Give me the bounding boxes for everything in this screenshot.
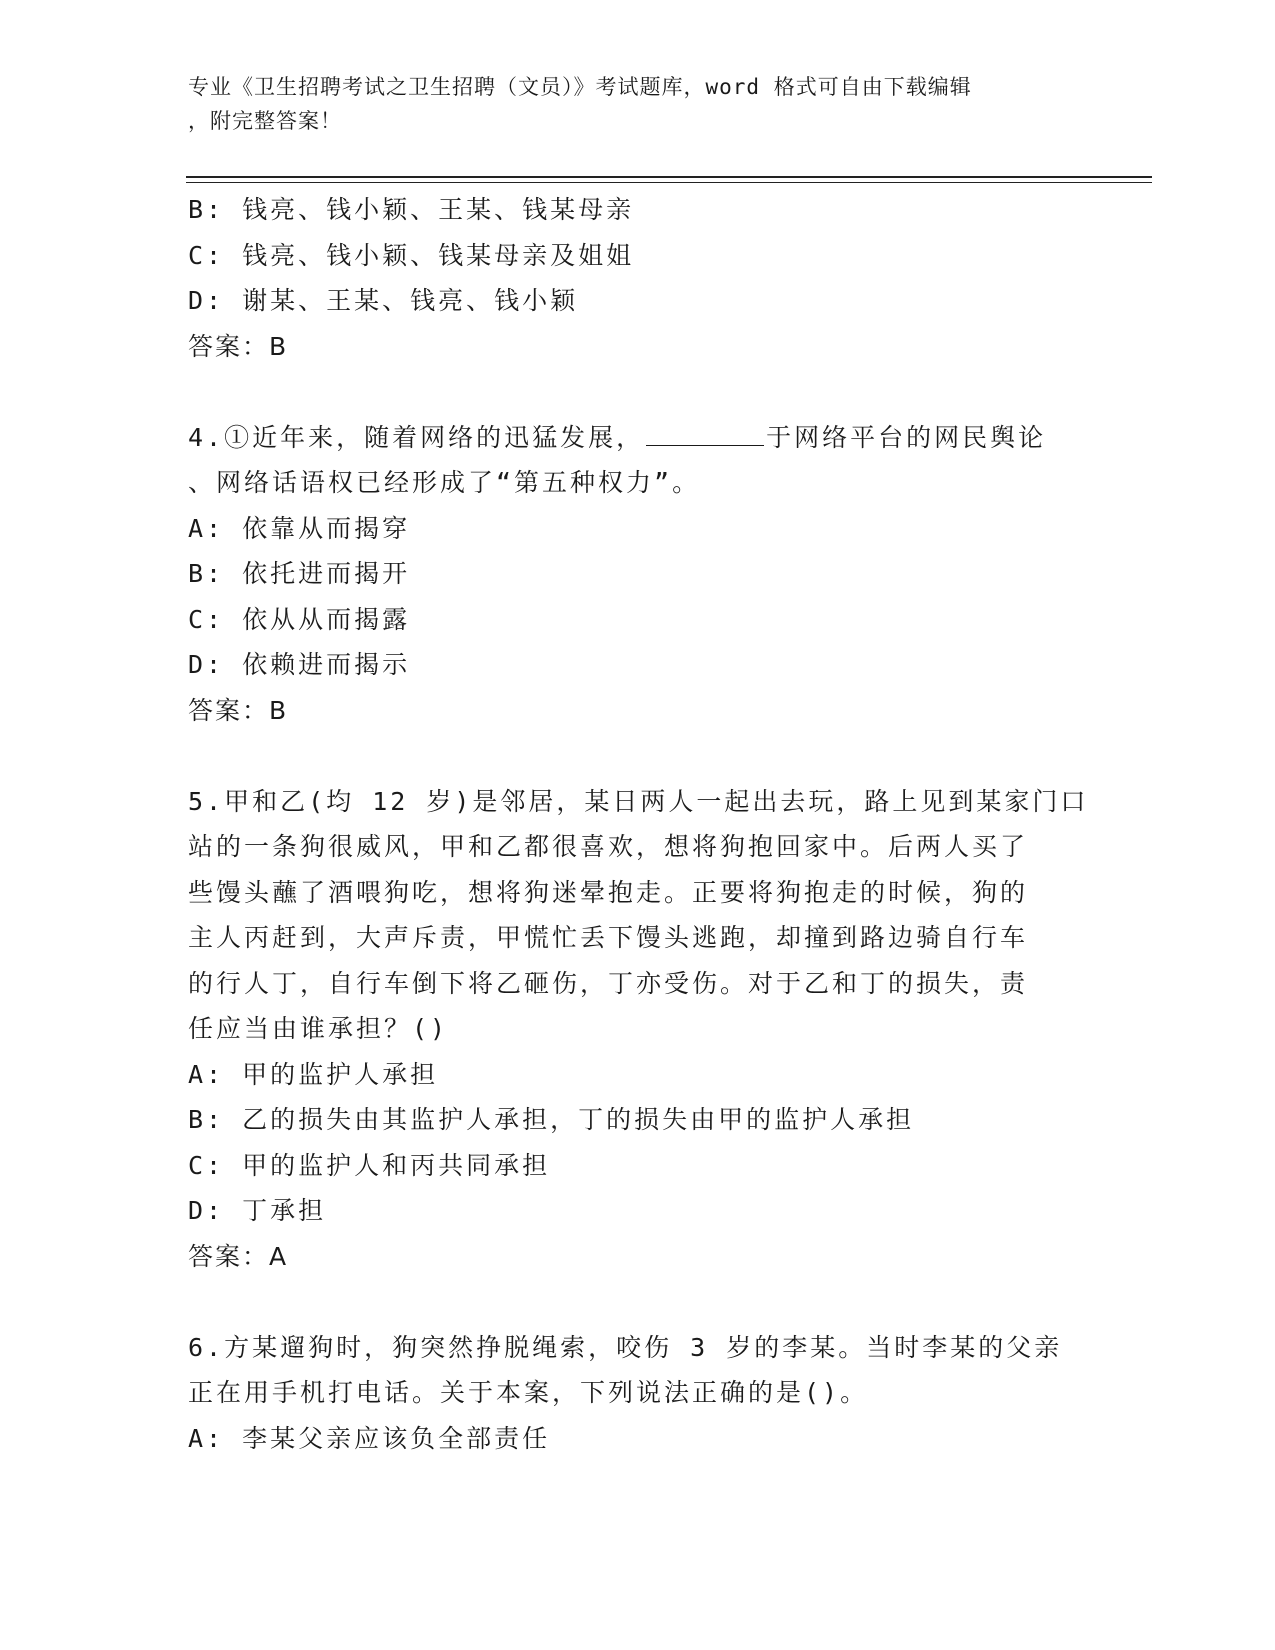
question-stem-line: 、网络话语权已经形成了“第五种权力”。 bbox=[188, 468, 701, 497]
option-b: B: 乙的损失由其监护人承担，丁的损失由甲的监护人承担 bbox=[188, 1105, 915, 1134]
question-stem-line: 的行人丁，自行车倒下将乙砸伤，丁亦受伤。对于乙和丁的损失，责 bbox=[188, 968, 1029, 998]
page-header bbox=[188, 70, 1068, 138]
header-rule-thick bbox=[186, 176, 1152, 178]
answer-line: 答案：B bbox=[188, 695, 289, 725]
question-stem-line: 任应当由谁承担？() bbox=[188, 1014, 449, 1043]
question-6 bbox=[188, 1325, 1068, 1462]
question-3 bbox=[188, 187, 1068, 369]
option-c: C: 钱亮、钱小颖、钱某母亲及姐姐 bbox=[188, 240, 635, 270]
option-c: C: 依从从而揭露 bbox=[188, 604, 411, 634]
question-stem-line: 站的一条狗很威风，甲和乙都很喜欢，想将狗抱回家中。后两人买了 bbox=[188, 832, 1029, 861]
option-d: D: 谢某、王某、钱亮、钱小颖 bbox=[188, 286, 579, 315]
option-a: A: 李某父亲应该负全部责任 bbox=[188, 1423, 551, 1453]
header-line-2: ，附完整答案！ bbox=[188, 109, 342, 133]
header-rule-thin bbox=[186, 182, 1152, 183]
answer-line: 答案：A bbox=[188, 1241, 289, 1271]
answer-line: 答案：B bbox=[188, 331, 289, 361]
stem-text-post: 于网络平台的网民舆论 bbox=[766, 422, 1047, 452]
question-stem-line: 正在用手机打电话。关于本案，下列说法正确的是()。 bbox=[188, 1378, 869, 1407]
question-stem-line: 5.甲和乙(均 12 岁)是邻居，某日两人一起出去玩，路上见到某家门口 bbox=[188, 786, 1089, 816]
question-4 bbox=[188, 415, 1068, 734]
question-stem-line: 些馒头蘸了酒喂狗吃，想将狗迷晕抱走。正要将狗抱走的时候，狗的 bbox=[188, 877, 1029, 907]
question-5 bbox=[188, 779, 1089, 1280]
question-content bbox=[188, 187, 1089, 1461]
spacer bbox=[188, 733, 1068, 779]
option-c: C: 甲的监护人和丙共同承担 bbox=[188, 1150, 551, 1180]
option-d: D: 丁承担 bbox=[188, 1196, 327, 1225]
spacer bbox=[188, 369, 1068, 415]
option-d: D: 依赖进而揭示 bbox=[188, 650, 411, 679]
option-b: B: 钱亮、钱小颖、王某、钱某母亲 bbox=[188, 195, 635, 224]
option-a: A: 甲的监护人承担 bbox=[188, 1059, 439, 1089]
spacer bbox=[188, 1279, 1068, 1325]
header-line-1: 专业《卫生招聘考试之卫生招聘（文员）》考试题库，word 格式可自由下载编辑 bbox=[188, 75, 972, 99]
fill-blank bbox=[646, 415, 764, 446]
stem-text-pre: 4.①近年来，随着网络的迅猛发展， bbox=[188, 422, 645, 452]
option-b: B: 依托进而揭开 bbox=[188, 559, 411, 588]
question-stem-line: 主人丙赶到，大声斥责，甲慌忙丢下馒头逃跑，却撞到路边骑自行车 bbox=[188, 923, 1029, 952]
question-stem-line: 6.方某遛狗时，狗突然挣脱绳索，咬伤 3 岁的李某。当时李某的父亲 bbox=[188, 1332, 1063, 1362]
question-stem bbox=[188, 415, 1068, 461]
option-a: A: 依靠从而揭穿 bbox=[188, 513, 411, 543]
